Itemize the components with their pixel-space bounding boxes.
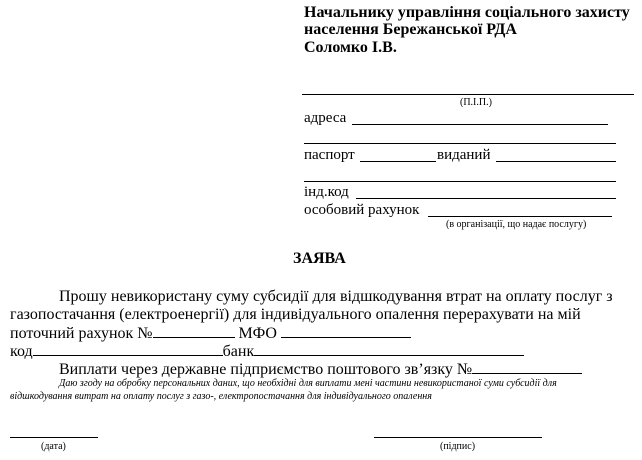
body-line-5 [59,360,582,379]
ind-code-label: інд.код [304,184,349,200]
recipient-line-3: Соломко І.В. [304,39,397,56]
date-field-line[interactable] [10,437,98,438]
issued-field-line[interactable] [496,161,616,162]
body-line-1: Прошу невикористану суму субсидії для відшкодування втрат на оплату послуг з [59,288,613,305]
account-label: особовий рахунок [304,202,420,218]
postal-field[interactable] [472,360,582,374]
code-label: код [10,343,33,360]
signature-field-line[interactable] [374,437,542,438]
body-line-4 [10,342,524,361]
body-line-2: газопостачання (електроенергії) для індивідуального опалення перерахувати на мій [10,306,581,323]
current-account-label: поточний рахунок № [10,325,153,342]
name-field-line[interactable] [302,94,634,95]
ind-code-field-line[interactable] [356,198,616,199]
signature-caption: (підпис) [440,441,476,452]
date-caption: (дата) [41,441,66,452]
code-field[interactable] [33,342,223,356]
account-field-line[interactable] [428,216,612,217]
recipient-line-1: Начальнику управління соціального захисту [304,4,630,21]
passport-field-line[interactable] [360,161,436,162]
issued-field-line-2[interactable] [304,181,616,182]
body-line-3 [10,324,411,343]
consent-line-1: Даю згоду на обробку персональних даних, що необхідні для виплати мені частини невикористаної суми субсидії для [59,378,557,389]
postal-label: Виплати через державне підприємство поштового зв’язку № [59,361,473,378]
address-field-line[interactable] [352,124,608,125]
passport-label: паспорт [304,147,355,163]
document-title: ЗАЯВА [293,250,346,267]
address-field-line-2[interactable] [304,143,616,144]
bank-field[interactable] [254,342,524,356]
mfo-field[interactable] [281,324,411,338]
mfo-label: МФО [238,325,277,342]
current-account-field[interactable] [153,324,235,338]
bank-label: банк [222,343,255,360]
name-caption: (П.І.П.) [460,97,492,108]
recipient-line-2: населення Бережанської РДА [304,21,517,38]
issued-label: виданий [437,147,491,163]
address-label: адреса [304,110,347,126]
consent-line-2: відшкодування витрат на оплату послуг з газо-, електропостачання для індивідуального опалення [10,391,432,402]
account-caption: (в організації, що надає послугу) [446,219,587,230]
